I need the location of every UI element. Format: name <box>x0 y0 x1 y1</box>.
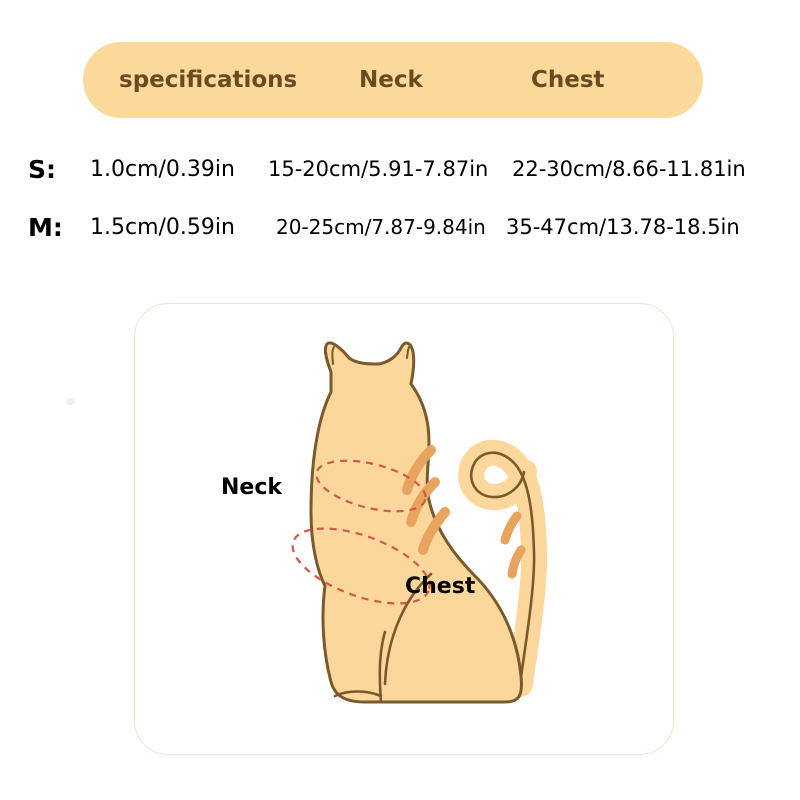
chest-annotation-label: Chest <box>405 574 476 599</box>
table-row <box>0 206 800 248</box>
cat-illustration <box>135 304 675 756</box>
row-size-label: M: <box>28 212 63 242</box>
neck-annotation-label: Neck <box>221 475 283 500</box>
row-neck-value: 15-20cm/5.91-7.87in <box>268 157 489 181</box>
row-neck-value: 20-25cm/7.87-9.84in <box>276 215 486 239</box>
header-cell-specifications: specifications <box>119 67 298 93</box>
table-header-pill <box>83 42 703 118</box>
row-chest-value: 35-47cm/13.78-18.5in <box>506 215 740 239</box>
cat-measurement-illustration-card <box>134 303 674 755</box>
header-cell-neck: Neck <box>359 67 423 93</box>
row-chest-value: 22-30cm/8.66-11.81in <box>512 157 746 181</box>
row-specifications-value: 1.0cm/0.39in <box>90 156 235 182</box>
row-specifications-value: 1.5cm/0.59in <box>90 214 235 240</box>
header-cell-chest: Chest <box>531 67 605 93</box>
decorative-speck <box>66 398 75 405</box>
row-size-label: S: <box>28 154 57 184</box>
table-row <box>0 148 800 190</box>
